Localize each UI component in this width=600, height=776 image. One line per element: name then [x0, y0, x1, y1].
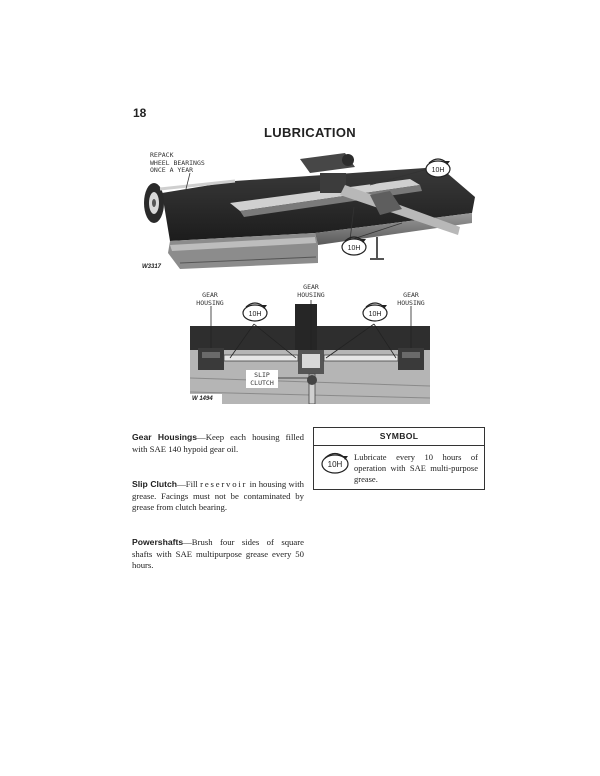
- oil-can-icon: [240, 300, 270, 322]
- figure-code: W 1494: [192, 396, 213, 402]
- page-title: LUBRICATION: [264, 125, 356, 140]
- oil-can-badge-right: [360, 300, 390, 327]
- term-powershafts: Powershafts: [132, 537, 184, 547]
- callout-line: GEAR: [202, 291, 218, 299]
- paragraph-text: —Keep each housing filled with SAE 140 hypoid gear oil.: [132, 432, 304, 454]
- gear-housing-label-center: [296, 284, 326, 299]
- slip-clutch-paragraph: [132, 479, 304, 514]
- gear-housing-label-left: [195, 292, 225, 307]
- oil-can-badge-top: [423, 156, 453, 183]
- paragraph-text: —Brush four sides of square shafts with SAE multipurpose grease every 50 hours.: [132, 537, 304, 570]
- symbol-description: Lubricate every 10 hours of operation with SAE multi-purpose grease.: [354, 452, 478, 484]
- symbol-legend-box: [313, 427, 485, 490]
- gear-housing-photo: [190, 282, 430, 404]
- callout-line: GEAR: [403, 291, 419, 299]
- repack-callout: [150, 152, 205, 175]
- symbol-heading: SYMBOL: [314, 428, 484, 446]
- gear-housing-illustration: [190, 282, 430, 404]
- badge-label: 10H: [327, 460, 343, 469]
- callout-line: WHEEL BEARINGS: [150, 158, 205, 167]
- paragraph-text: —Fill: [177, 479, 201, 489]
- powershafts-paragraph: [132, 537, 304, 572]
- callout-line: HOUSING: [297, 290, 325, 299]
- gear-housing-label-right: [396, 292, 426, 307]
- callout-line: HOUSING: [397, 298, 425, 307]
- gear-housings-paragraph: [132, 432, 304, 455]
- badge-label: 10H: [347, 245, 361, 252]
- oil-can-badge-bottom: [339, 234, 369, 261]
- oil-can-icon: [319, 450, 351, 474]
- callout-line: REPACK: [150, 151, 174, 159]
- badge-label: 10H: [248, 311, 262, 318]
- badge-label: 10H: [431, 167, 445, 174]
- oil-can-badge-legend: [319, 450, 351, 479]
- term-gear-housings: Gear Housings: [132, 432, 198, 442]
- callout-line: HOUSING: [196, 298, 224, 307]
- oil-can-badge-left: [240, 300, 270, 327]
- oil-can-icon: [339, 234, 369, 256]
- callout-line: ONCE A YEAR: [150, 166, 194, 174]
- figure-code: W3317: [142, 264, 162, 270]
- page-number: 18: [133, 106, 147, 120]
- badge-label: 10H: [368, 311, 382, 318]
- spaced-word: reservoir: [200, 479, 248, 489]
- slip-clutch-label: [246, 372, 278, 387]
- oil-can-icon: [423, 156, 453, 178]
- callout-line: SLIP: [254, 371, 270, 379]
- term-slip-clutch: Slip Clutch: [132, 479, 178, 489]
- callout-line: GEAR: [303, 283, 319, 291]
- callout-line: CLUTCH: [250, 378, 274, 387]
- oil-can-icon: [360, 300, 390, 322]
- paragraph-text: in housing with grease. Facings must not be contaminated by grease from clutch bearing.: [132, 479, 304, 512]
